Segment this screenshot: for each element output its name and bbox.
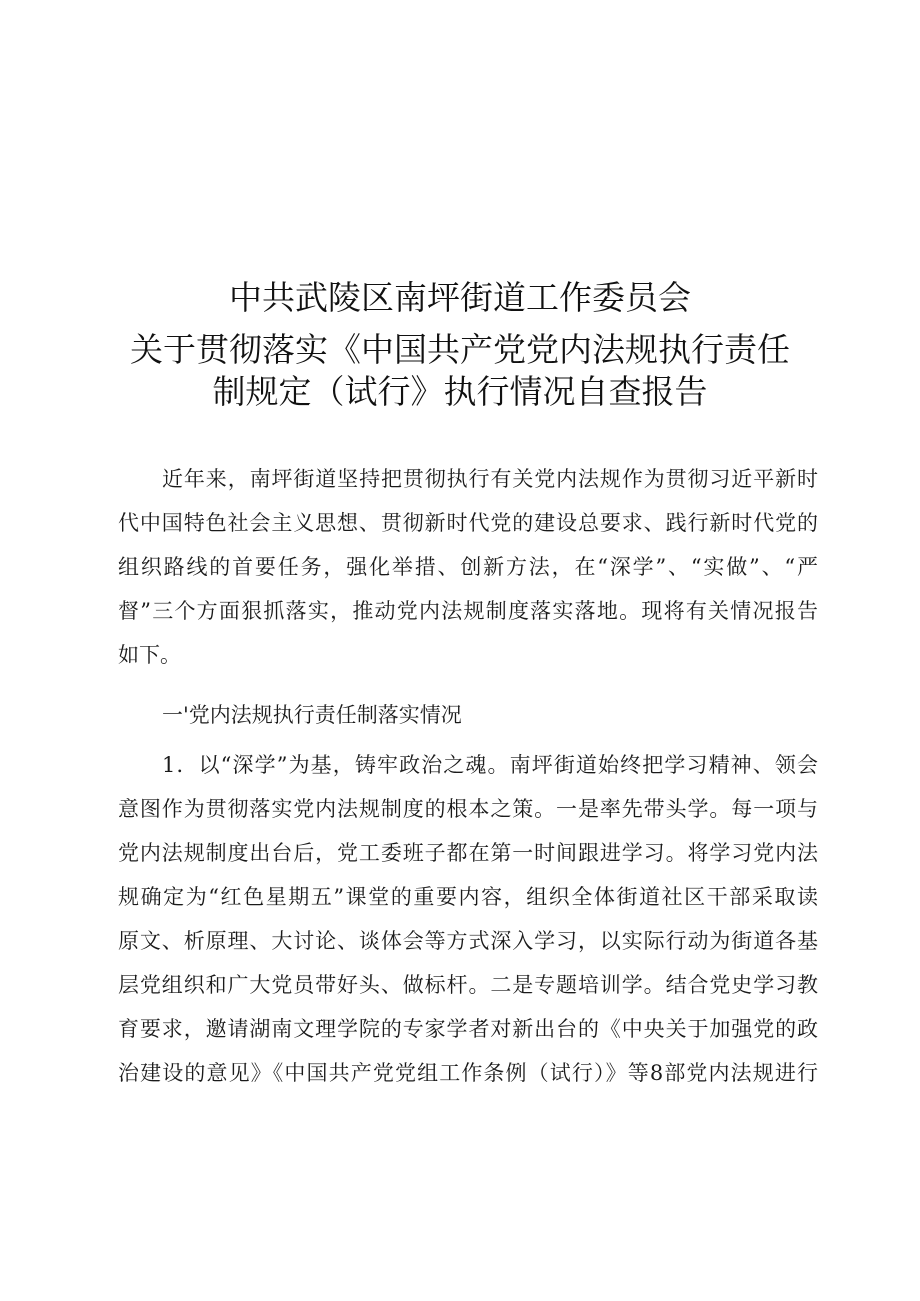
intro-line: 如下。: [118, 643, 181, 667]
document-title-line-2: 关于贯彻落实《中国共产党党内法规执行责任: [130, 330, 790, 369]
document-title-line-1: 中共武陵区南坪街道工作委员会: [229, 278, 691, 317]
item1-line: 规确定为“红色星期五”课堂的重要内容，组织全体街道社区干部采取读: [118, 885, 818, 909]
section-heading: 一'党内法规执行责任制落实情况: [162, 703, 462, 727]
intro-line: 督”三个方面狠抓落实，推动党内法规制度落实落地。现将有关情况报告: [118, 599, 818, 623]
intro-line: 代中国特色社会主义思想、贯彻新时代党的建设总要求、践行新时代党的: [118, 511, 818, 535]
item1-line: 1．以“深学”为基，铸牢政治之魂。南坪街道始终把学习精神、领会: [162, 753, 818, 777]
item1-line: 层党组织和广大党员带好头、做标杆。二是专题培训学。结合党史学习教: [118, 973, 818, 997]
item1-line: 治建设的意见》《中国共产党党组工作条例（试行）》等8部党内法规进行: [118, 1061, 818, 1085]
item1-line: 意图作为贯彻落实党内法规制度的根本之策。一是率先带头学。每一项与: [118, 797, 818, 821]
document-title-line-3: 制规定（试行》执行情况自查报告: [212, 372, 708, 411]
intro-line: 组织路线的首要任务，强化举措、创新方法，在“深学”、“实做”、“严: [118, 555, 818, 579]
item1-line: 原文、析原理、大讨论、谈体会等方式深入学习，以实际行动为街道各基: [118, 929, 818, 953]
item1-line: 党内法规制度出台后，党工委班子都在第一时间跟进学习。将学习党内法: [118, 841, 818, 865]
item1-line: 育要求，邀请湖南文理学院的专家学者对新出台的《中央关于加强党的政: [118, 1017, 818, 1041]
intro-line: 近年来，南坪街道坚持把贯彻执行有关党内法规作为贯彻习近平新时: [162, 467, 818, 491]
